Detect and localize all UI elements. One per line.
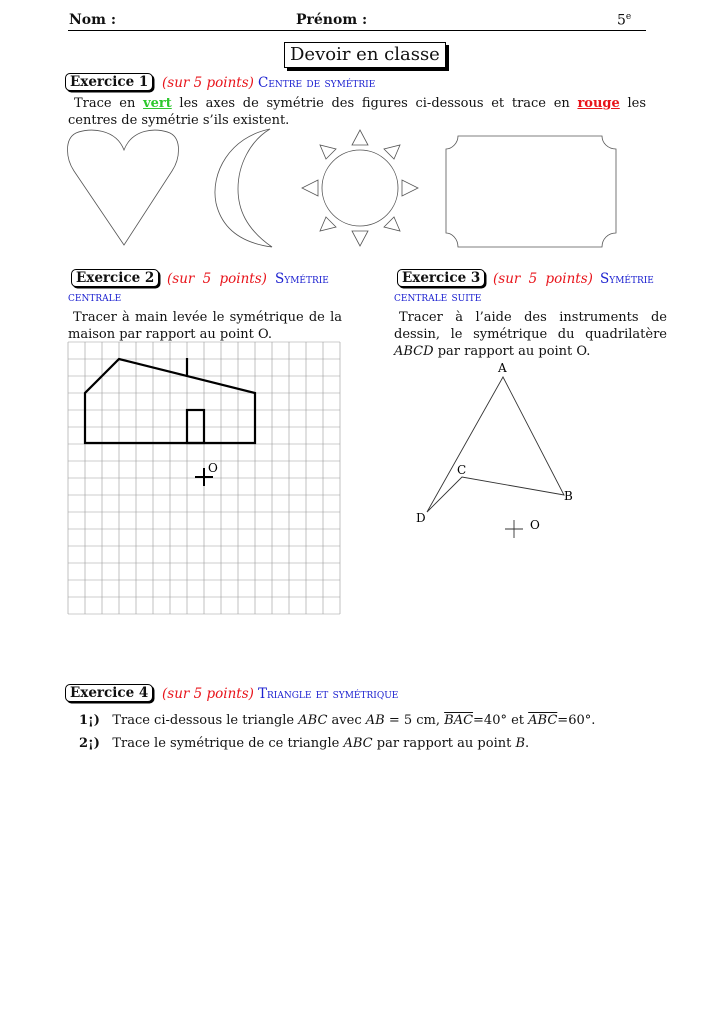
ex1-word-vert: vert [143,96,172,111]
ex3-theme-b: centrale suite [394,289,482,305]
ex3-instructions [394,309,667,360]
ex3-text-math: ABCD [394,344,434,359]
page-title: Devoir en classe [284,42,446,68]
ex4-question-2 [79,735,529,752]
q1-ab: AB [365,713,385,728]
q2-text-b: par rapport au point [372,736,516,751]
ex2-instructions: Tracer à main levée le symétrique de la maison par rapport au point O. [68,310,342,342]
ex3-point-o-label: O [530,518,540,532]
ex2-theme-b: centrale [68,289,122,305]
q2-point-b: B [515,736,526,751]
q1-number: 1¡) [79,713,100,728]
header-rule [68,30,646,31]
ex3-points: (sur 5 points) [493,271,593,287]
ex1-label: Exercice 1 [65,73,153,91]
ex3-quadrilateral [394,355,654,545]
ex3-theme-a: Symétrie [600,271,654,287]
ex1-theme: Centre de symétrie [258,75,376,91]
heart-figure [68,130,179,245]
q1-angle-abc: $\overline{ABC}$ [528,713,558,728]
q1-abc: ABC [298,713,328,728]
ex3-text-a: Tracer à l’aide des instruments de dessin, le symétrique du quadrilatère [394,310,667,342]
ex1-word-rouge: rouge [577,96,620,111]
q2-abc: ABC [343,736,373,751]
ex4-theme: Triangle et symétrique [258,686,399,702]
class-number: 5 [617,12,626,29]
class-label [617,12,631,29]
q1-text-a: Trace ci-dessous le triangle [112,713,299,728]
q2-text-c: . [525,736,530,751]
point-o-cross [505,520,523,538]
ex1-instructions [68,95,646,129]
vertex-a-label: A [498,361,507,375]
ex4-question-1 [79,712,595,729]
class-sup: e [625,12,632,22]
q1-text-b: avec [327,713,366,728]
ex2-label: Exercice 2 [71,269,159,287]
q1-text-e: =60°. [557,713,596,728]
ex2-grid [67,341,343,615]
ex3-text-b: par rapport au point O. [433,344,591,359]
ex1-text-a: Trace en [74,96,144,111]
ex1-figures [60,125,640,255]
ex2-points: (sur 5 points) [167,271,267,287]
q2-number: 2¡) [79,736,100,751]
nom-label: Nom : [69,12,116,28]
point-o-label: O [208,461,218,475]
rectangle-figure [446,136,616,247]
vertex-b-label: B [564,489,573,503]
q1-text-d: =40° et [473,713,529,728]
prenom-label: Prénom : [296,12,368,28]
q2-text-a: Trace le symétrique de ce triangle [112,736,344,751]
sun-figure [302,130,418,246]
ex3-label: Exercice 3 [397,269,485,287]
ex1-text-b: les axes de symétrie des figures ci-dessous et trace en [171,96,578,111]
q1-angle-bac: $\overline{BAC}$ [444,713,474,728]
ex4-label: Exercice 4 [65,684,153,702]
quadrilateral-abcd [427,377,564,512]
ex2-theme-a: Symétrie [275,271,329,287]
ex4-points: (sur 5 points) [162,686,254,702]
vertex-d-label: D [416,511,426,525]
ex1-text-c: les centres de symétrie s’ils existent. [68,96,647,128]
crescent-figure [215,129,272,247]
vertex-c-label: C [457,463,467,477]
ex1-points: (sur 5 points) [162,75,254,91]
q1-text-c: = 5 cm, [384,713,445,728]
